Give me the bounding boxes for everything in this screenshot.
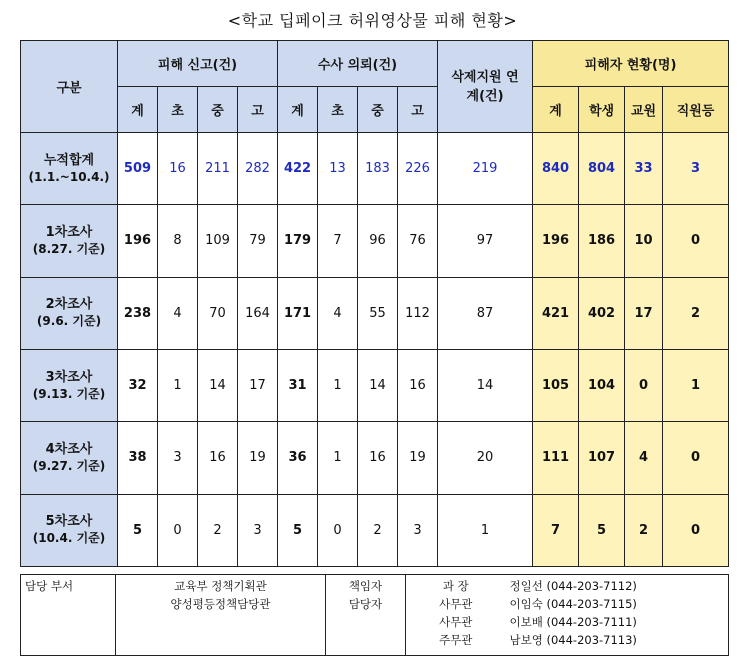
- page-title: <학교 딥페이크 허위영상물 피해 현황>: [227, 11, 518, 30]
- cell-report-middle: 211: [198, 133, 238, 205]
- row-label: [21, 422, 118, 494]
- cell-victim-teacher: 33: [625, 133, 663, 205]
- cell-victim-teacher: 2: [625, 494, 663, 566]
- header-victim-group: 피해자 현황(명): [533, 41, 729, 87]
- cell-report-total: 238: [118, 277, 158, 349]
- dept-line: 교육부 정책기획관: [174, 579, 267, 593]
- cell-investigation-elementary: 4: [318, 277, 358, 349]
- cell-report-high: 164: [238, 277, 278, 349]
- cell-report-middle: 70: [198, 277, 238, 349]
- cell-investigation-total: 31: [278, 349, 318, 421]
- cell-investigation-high: 19: [398, 422, 438, 494]
- cell-victim-student: 107: [579, 422, 625, 494]
- cell-deletion-support: 1: [438, 494, 533, 566]
- header-victim-staff: 직원등: [663, 87, 729, 133]
- row-label-date: (9.27. 기준): [32, 458, 106, 473]
- dept-line: 양성평등정책담당관: [170, 597, 271, 611]
- row-label: [21, 494, 118, 566]
- cell-victim-total: 196: [533, 205, 579, 277]
- cell-report-total: 5: [118, 494, 158, 566]
- dept-names: [116, 575, 326, 656]
- contact-table: [20, 574, 729, 656]
- cell-report-elementary: 0: [158, 494, 198, 566]
- cell-report-elementary: 1: [158, 349, 198, 421]
- table-row: [21, 133, 729, 205]
- cell-victim-staff: 2: [663, 277, 729, 349]
- cell-report-elementary: 4: [158, 277, 198, 349]
- row-label-date: (9.6. 기준): [36, 314, 102, 329]
- dept-label-text: 담당 부서: [25, 579, 74, 593]
- row-label-date: (9.13. 기준): [32, 386, 106, 401]
- damage-status-table: [20, 40, 729, 567]
- cell-investigation-elementary: 13: [318, 133, 358, 205]
- cell-report-total: 196: [118, 205, 158, 277]
- cell-investigation-high: 3: [398, 494, 438, 566]
- header-report-middle: 중: [198, 87, 238, 133]
- cell-investigation-total: 422: [278, 133, 318, 205]
- row-label-main: 누적합계: [43, 152, 95, 168]
- cell-victim-student: 804: [579, 133, 625, 205]
- contact-persons: [506, 575, 729, 656]
- table-row: [21, 422, 729, 494]
- cell-victim-staff: 3: [663, 133, 729, 205]
- contact-person: 남보영 (044-203-7113): [509, 633, 637, 647]
- cell-victim-student: 402: [579, 277, 625, 349]
- header-deletion-support-label: 삭제지원 연계(건): [451, 69, 519, 104]
- cell-victim-teacher: 0: [625, 349, 663, 421]
- cell-investigation-elementary: 1: [318, 422, 358, 494]
- table-row: [21, 494, 729, 566]
- table-row: [21, 205, 729, 277]
- cell-victim-student: 186: [579, 205, 625, 277]
- cell-deletion-support: 219: [438, 133, 533, 205]
- contact-person: 정일선 (044-203-7112): [509, 579, 637, 593]
- header-investigation-elementary: 초: [318, 87, 358, 133]
- header-investigation-group: 수사 의뢰(건): [278, 41, 438, 87]
- header-report-high: 고: [238, 87, 278, 133]
- cell-victim-student: 104: [579, 349, 625, 421]
- cell-victim-staff: 1: [663, 349, 729, 421]
- cell-deletion-support: 20: [438, 422, 533, 494]
- cell-report-total: 38: [118, 422, 158, 494]
- cell-report-high: 17: [238, 349, 278, 421]
- table-row: [21, 277, 729, 349]
- cell-report-middle: 14: [198, 349, 238, 421]
- cell-investigation-middle: 14: [358, 349, 398, 421]
- cell-victim-student: 5: [579, 494, 625, 566]
- cell-report-middle: 2: [198, 494, 238, 566]
- cell-report-high: 19: [238, 422, 278, 494]
- job-title: 주무관: [439, 633, 473, 647]
- cell-investigation-total: 36: [278, 422, 318, 494]
- header-victim-student: 학생: [579, 87, 625, 133]
- cell-victim-total: 840: [533, 133, 579, 205]
- cell-investigation-middle: 16: [358, 422, 398, 494]
- cell-victim-staff: 0: [663, 205, 729, 277]
- contact-person: 이보배 (044-203-7111): [509, 615, 637, 629]
- cell-investigation-elementary: 1: [318, 349, 358, 421]
- cell-investigation-elementary: 7: [318, 205, 358, 277]
- job-title: 사무관: [439, 597, 473, 611]
- cell-investigation-middle: 2: [358, 494, 398, 566]
- header-victim-total: 계: [533, 87, 579, 133]
- cell-deletion-support: 87: [438, 277, 533, 349]
- cell-investigation-high: 16: [398, 349, 438, 421]
- header-report-total: 계: [118, 87, 158, 133]
- header-report-elementary: 초: [158, 87, 198, 133]
- row-label-main: 2차조사: [45, 297, 93, 313]
- cell-report-high: 282: [238, 133, 278, 205]
- contact-titles: [406, 575, 506, 656]
- cell-report-middle: 109: [198, 205, 238, 277]
- header-investigation-middle: 중: [358, 87, 398, 133]
- row-label: [21, 205, 118, 277]
- cell-investigation-total: 171: [278, 277, 318, 349]
- cell-investigation-elementary: 0: [318, 494, 358, 566]
- cell-victim-staff: 0: [663, 494, 729, 566]
- cell-report-elementary: 8: [158, 205, 198, 277]
- cell-victim-total: 111: [533, 422, 579, 494]
- header-victim-teacher: 교원: [625, 87, 663, 133]
- cell-victim-total: 421: [533, 277, 579, 349]
- cell-report-total: 509: [118, 133, 158, 205]
- row-label: [21, 349, 118, 421]
- header-deletion-support: [438, 41, 533, 133]
- cell-investigation-high: 76: [398, 205, 438, 277]
- contact-roles: [326, 575, 406, 656]
- cell-victim-teacher: 10: [625, 205, 663, 277]
- cell-victim-teacher: 17: [625, 277, 663, 349]
- cell-victim-teacher: 4: [625, 422, 663, 494]
- dept-label: [21, 575, 116, 656]
- row-label-date: (8.27. 기준): [32, 241, 106, 256]
- header-investigation-high: 고: [398, 87, 438, 133]
- cell-report-high: 79: [238, 205, 278, 277]
- cell-victim-total: 7: [533, 494, 579, 566]
- header-report-group: 피해 신고(건): [118, 41, 278, 87]
- cell-investigation-total: 5: [278, 494, 318, 566]
- cell-deletion-support: 97: [438, 205, 533, 277]
- cell-report-elementary: 16: [158, 133, 198, 205]
- row-label-date: (10.4. 기준): [32, 531, 106, 546]
- row-label: [21, 133, 118, 205]
- job-title: 과 장: [442, 579, 469, 593]
- cell-investigation-total: 179: [278, 205, 318, 277]
- cell-investigation-middle: 55: [358, 277, 398, 349]
- cell-report-middle: 16: [198, 422, 238, 494]
- row-label: [21, 277, 118, 349]
- row-label-main: 1차조사: [45, 224, 93, 240]
- row-label-main: 4차조사: [45, 441, 93, 457]
- cell-investigation-middle: 183: [358, 133, 398, 205]
- table-row: [21, 349, 729, 421]
- row-label-main: 5차조사: [45, 514, 93, 530]
- cell-report-high: 3: [238, 494, 278, 566]
- role-label: 담당자: [348, 597, 383, 611]
- role-label: 책임자: [348, 579, 383, 593]
- cell-report-total: 32: [118, 349, 158, 421]
- cell-victim-total: 105: [533, 349, 579, 421]
- row-label-date: (1.1.~10.4.): [28, 169, 110, 184]
- cell-investigation-middle: 96: [358, 205, 398, 277]
- cell-victim-staff: 0: [663, 422, 729, 494]
- header-investigation-total: 계: [278, 87, 318, 133]
- row-label-main: 3차조사: [45, 369, 93, 385]
- cell-investigation-high: 226: [398, 133, 438, 205]
- cell-deletion-support: 14: [438, 349, 533, 421]
- contact-person: 이임숙 (044-203-7115): [509, 597, 637, 611]
- header-category: 구분: [21, 41, 118, 133]
- cell-report-elementary: 3: [158, 422, 198, 494]
- job-title: 사무관: [439, 615, 473, 629]
- cell-investigation-high: 112: [398, 277, 438, 349]
